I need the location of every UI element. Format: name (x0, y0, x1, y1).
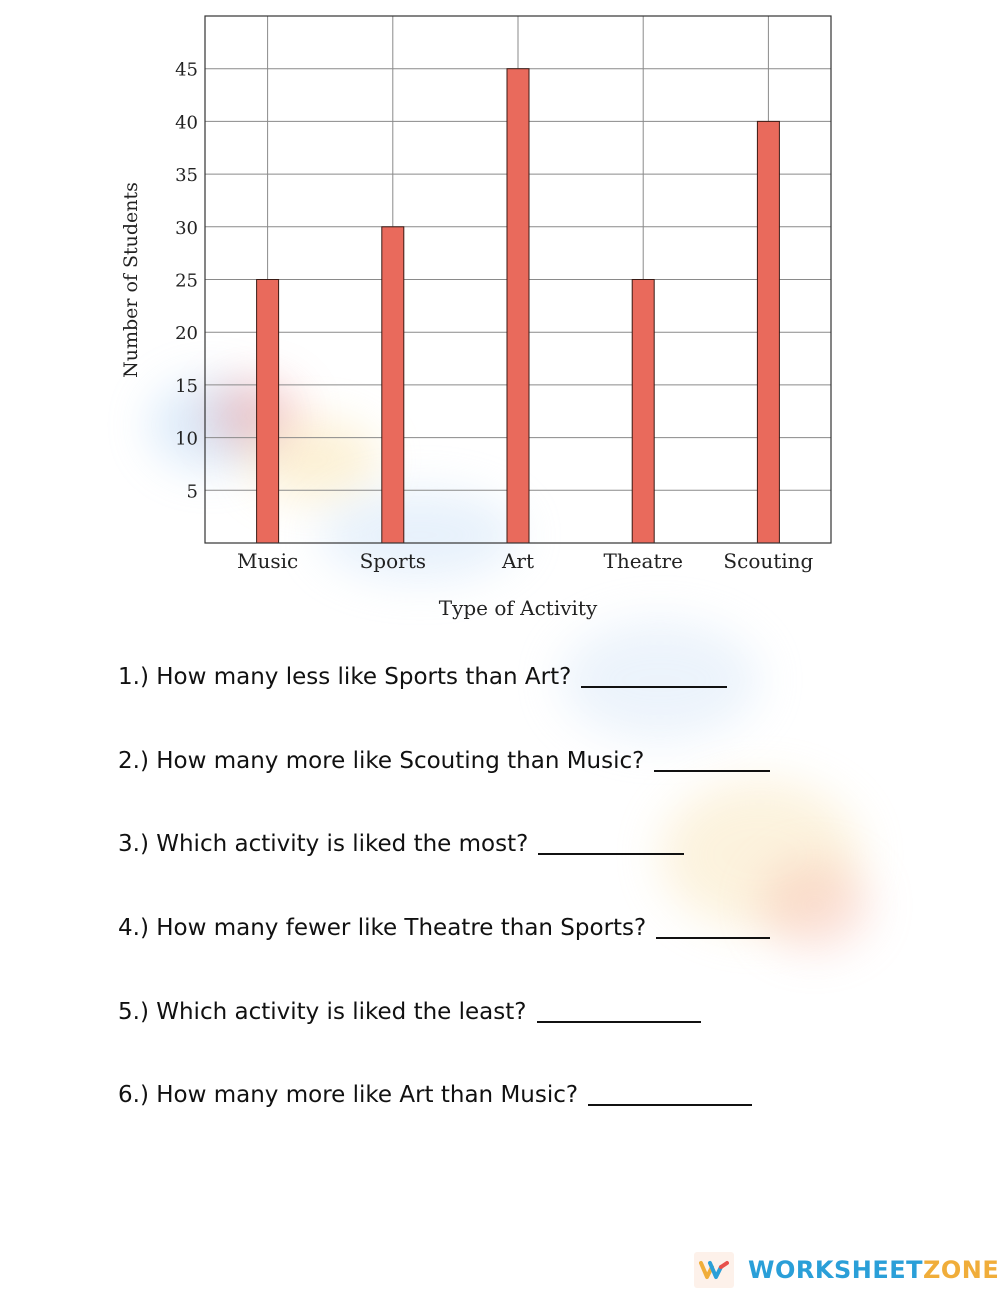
question-5 (118, 999, 701, 1025)
y-tick-label: 35 (175, 165, 198, 187)
x-axis-label: Type of Activity (438, 596, 598, 620)
x-tick-label: Art (501, 549, 535, 573)
question-text: 3.) Which activity is liked the most? (118, 831, 529, 857)
y-tick-label: 30 (175, 217, 198, 239)
watermark-blob (760, 860, 870, 950)
answer-blank[interactable] (654, 769, 770, 772)
y-tick-label: 10 (175, 428, 198, 450)
answer-blank[interactable] (538, 852, 684, 855)
bar-music (257, 280, 279, 544)
question-text: 1.) How many less like Sports than Art? (118, 664, 572, 690)
y-tick-label: 20 (175, 323, 198, 345)
question-2 (118, 748, 770, 774)
x-tick-label: Theatre (603, 549, 683, 573)
answer-blank[interactable] (537, 1020, 701, 1023)
chart-bars (257, 69, 780, 543)
y-tick-label: 45 (175, 59, 198, 81)
bar-chart (0, 0, 1000, 640)
x-axis-ticks (237, 549, 814, 573)
y-tick-label: 5 (186, 481, 198, 503)
bar-scouting (757, 121, 779, 543)
question-3 (118, 831, 684, 857)
brand-name-part1: WORKSHEET (748, 1256, 923, 1284)
y-tick-label: 15 (175, 375, 198, 397)
answer-blank[interactable] (581, 685, 727, 688)
brand-name-part2: ZONE (922, 1256, 1000, 1284)
question-1 (118, 664, 727, 690)
x-tick-label: Sports (359, 549, 427, 573)
y-tick-label: 40 (175, 112, 198, 134)
question-4 (118, 915, 770, 941)
bar-sports (382, 227, 404, 543)
answer-blank[interactable] (588, 1103, 752, 1106)
y-axis-ticks (175, 60, 198, 503)
x-tick-label: Music (236, 549, 299, 573)
question-text: 6.) How many more like Art than Music? (118, 1082, 579, 1108)
x-tick-label: Scouting (723, 549, 814, 573)
question-6 (118, 1082, 752, 1108)
y-tick-label: 25 (175, 270, 198, 292)
question-text: 5.) Which activity is liked the least? (118, 999, 527, 1025)
question-text: 2.) How many more like Scouting than Music? (118, 748, 645, 774)
bar-art (507, 69, 529, 543)
worksheetzone-logo[interactable] (694, 1252, 999, 1288)
bar-theatre (632, 280, 654, 544)
answer-blank[interactable] (656, 936, 770, 939)
question-text: 4.) How many fewer like Theatre than Sports? (118, 915, 647, 941)
w-logo-icon (694, 1252, 734, 1288)
y-axis-label: Number of Students (120, 182, 142, 378)
